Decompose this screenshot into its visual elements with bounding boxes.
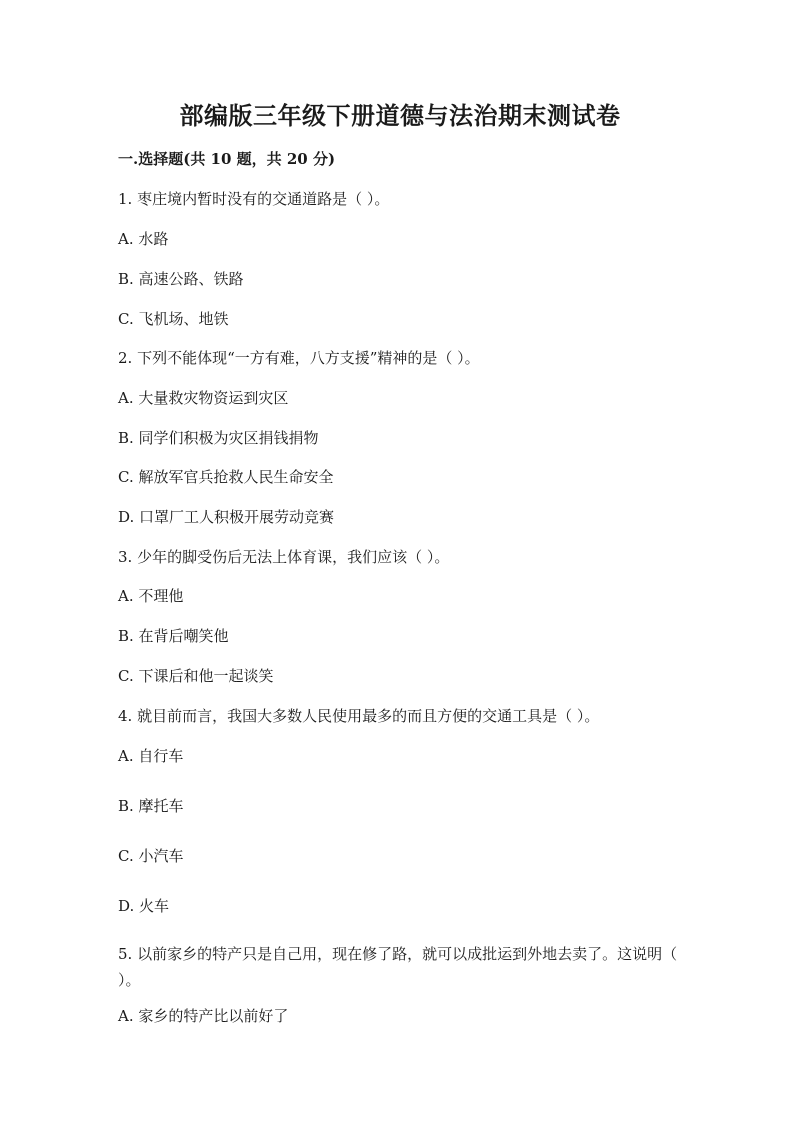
question-stem-2: 2. 下列不能体现“一方有难，八方支援”精神的是（ ）。 [118,349,480,367]
question-2-option-d: D. 口罩厂工人积极开展劳动竞赛 [118,508,335,526]
question-1-option-b: B. 高速公路、铁路 [118,270,244,288]
question-3-option-b: B. 在背后嘲笑他 [118,627,229,645]
question-4-option-c: C. 小汽车 [118,847,184,865]
question-2-option-b: B. 同学们积极为灾区捐钱捐物 [118,429,319,447]
question-stem-1: 1. 枣庄境内暂时没有的交通道路是（ ）。 [118,190,390,208]
question-4-option-a: A. 自行车 [118,747,184,765]
question-2-option-c: C. 解放军官兵抢救人民生命安全 [118,468,334,486]
question-1-option-a: A. 水路 [118,230,169,248]
question-stem-5: 5. 以前家乡的特产只是自己用，现在修了路，就可以成批运到外地去卖了。这说明（ ）。 [118,945,678,989]
question-5-option-a: A. 家乡的特产比以前好了 [118,1007,289,1025]
question-1-option-c: C. 飞机场、地铁 [118,310,229,328]
page-title: 部编版三年级下册道德与法治期末测试卷 [179,101,621,130]
question-4-option-d: D. 火车 [118,897,170,915]
question-4-option-b: B. 摩托车 [118,797,184,815]
question-3-option-c: C. 下课后和他一起谈笑 [118,667,274,685]
question-stem-4: 4. 就目前而言，我国大多数人民使用最多的而且方便的交通工具是（ ）。 [118,707,600,725]
section-heading: 一.选择题(共 10 题，共 20 分) [118,150,336,168]
question-3-option-a: A. 不理他 [118,587,184,605]
question-2-option-a: A. 大量救灾物资运到灾区 [118,389,289,407]
question-stem-3: 3. 少年的脚受伤后无法上体育课，我们应该（ ）。 [118,548,450,566]
